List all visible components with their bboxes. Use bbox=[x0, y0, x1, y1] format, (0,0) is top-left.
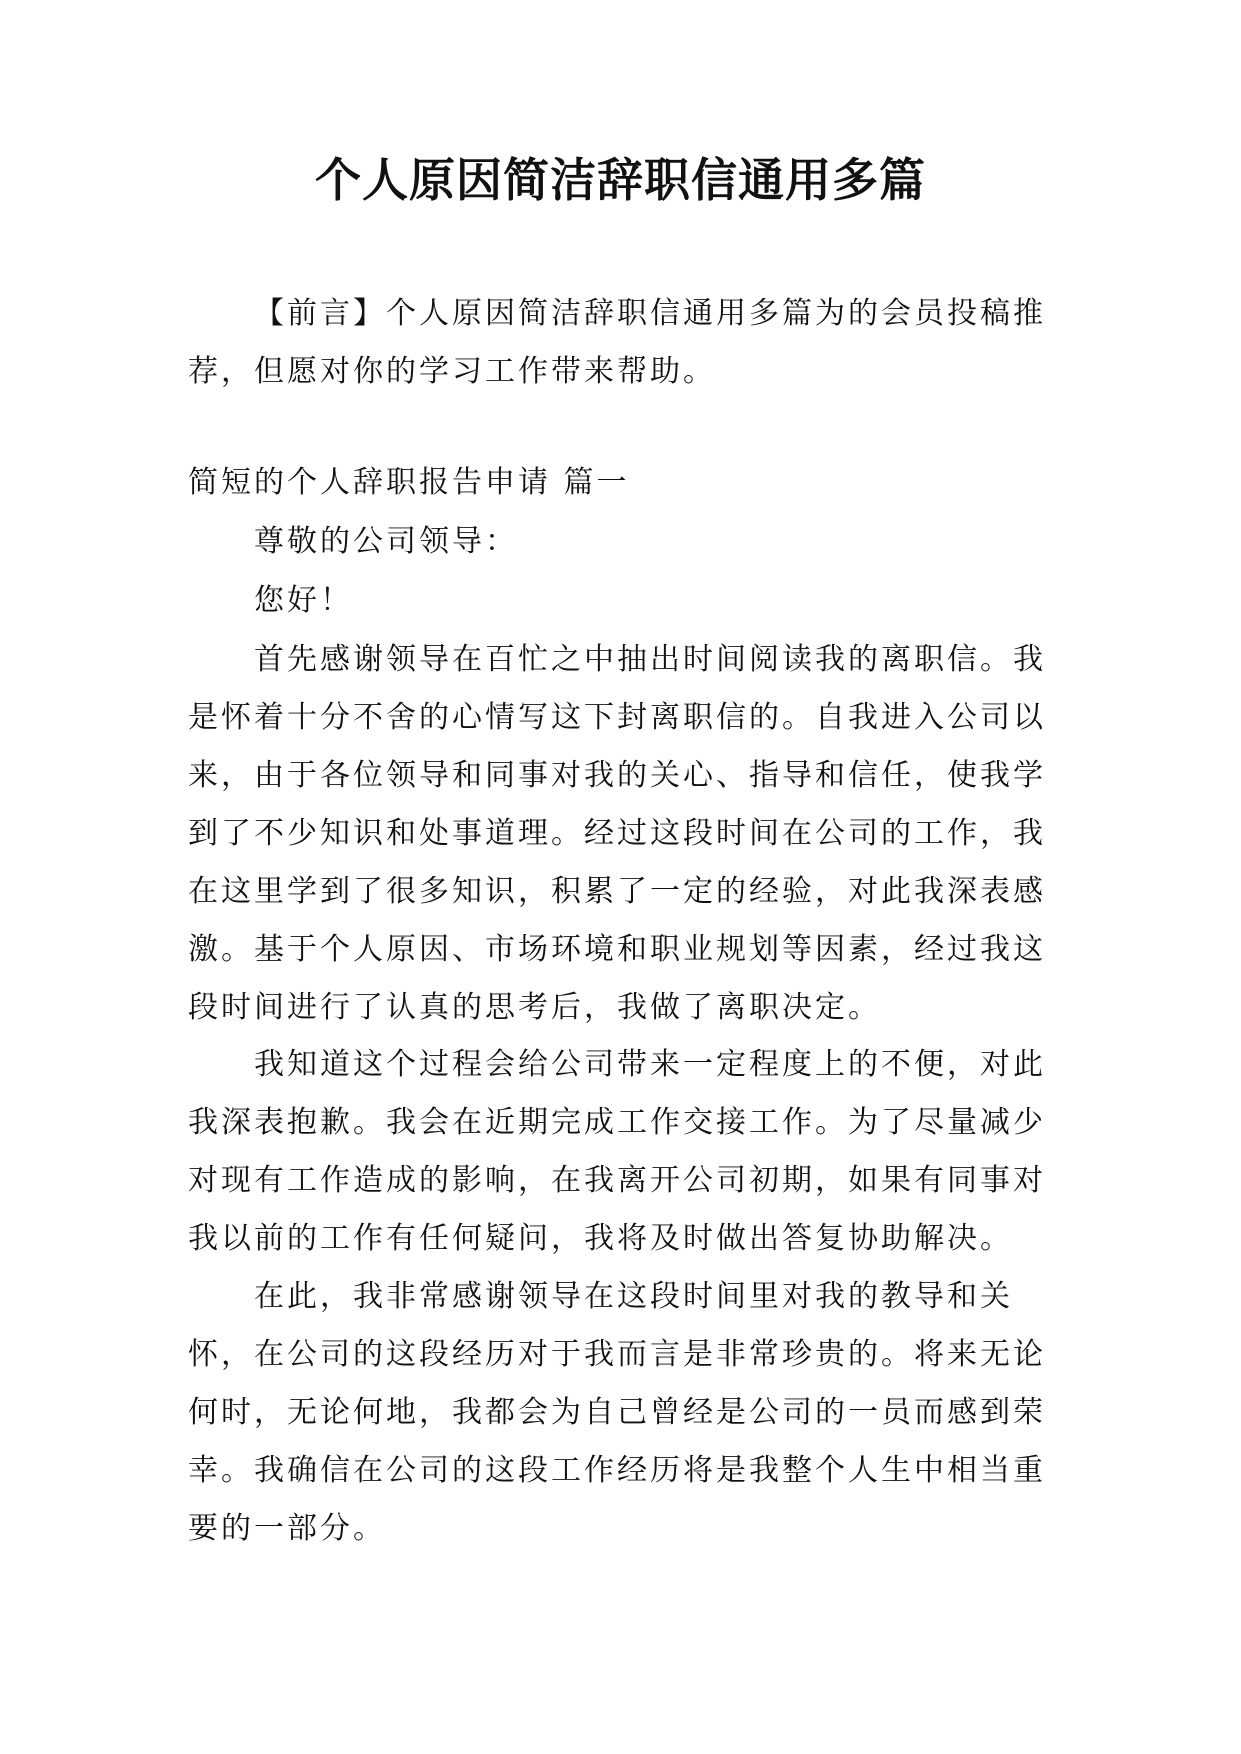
section-heading: 简短的个人辞职报告申请 篇一 bbox=[188, 465, 630, 500]
body-paragraph-2: 我知道这个过程会给公司带来一定程度上的不便，对此我深表抱歉。我会在近期完成工作交接工作。为了尽量减少对现有工作造成的影响，在我离开公司初期，如果有同事对我以前的工作有任何疑问，我将及时做出答复协助解决。 bbox=[188, 1047, 1046, 1256]
greeting: 您好！ bbox=[254, 583, 353, 618]
body-paragraph-3: 在此，我非常感谢领导在这段时间里对我的教导和关怀，在公司的这段经历对于我而言是非常珍贵的。将来无论何时，无论何地，我都会为自己曾经是公司的一员而感到荣幸。我确信在公司的这段工作经历将是我整个人生中相当重要的一部分。 bbox=[188, 1279, 1046, 1546]
preface-paragraph: 【前言】个人原因简洁辞职信通用多篇为的会员投稿推荐，但愿对你的学习工作带来帮助。 bbox=[188, 296, 1046, 389]
salutation: 尊敬的公司领导： bbox=[254, 524, 518, 559]
body-paragraph-1: 首先感谢领导在百忙之中抽出时间阅读我的离职信。我是怀着十分不舍的心情写这下封离职信的。自我进入公司以来，由于各位领导和同事对我的关心、指导和信任，使我学到了不少知识和处事道理。经过这段时间在公司的工作，我在这里学到了很多知识，积累了一定的经验，对此我深表感激。基于个人原因、市场环境和职业规划等因素，经过我这段时间进行了认真的思考后，我做了离职决定。 bbox=[188, 642, 1046, 1025]
document-title: 个人原因简洁辞职信通用多篇 bbox=[315, 153, 926, 207]
